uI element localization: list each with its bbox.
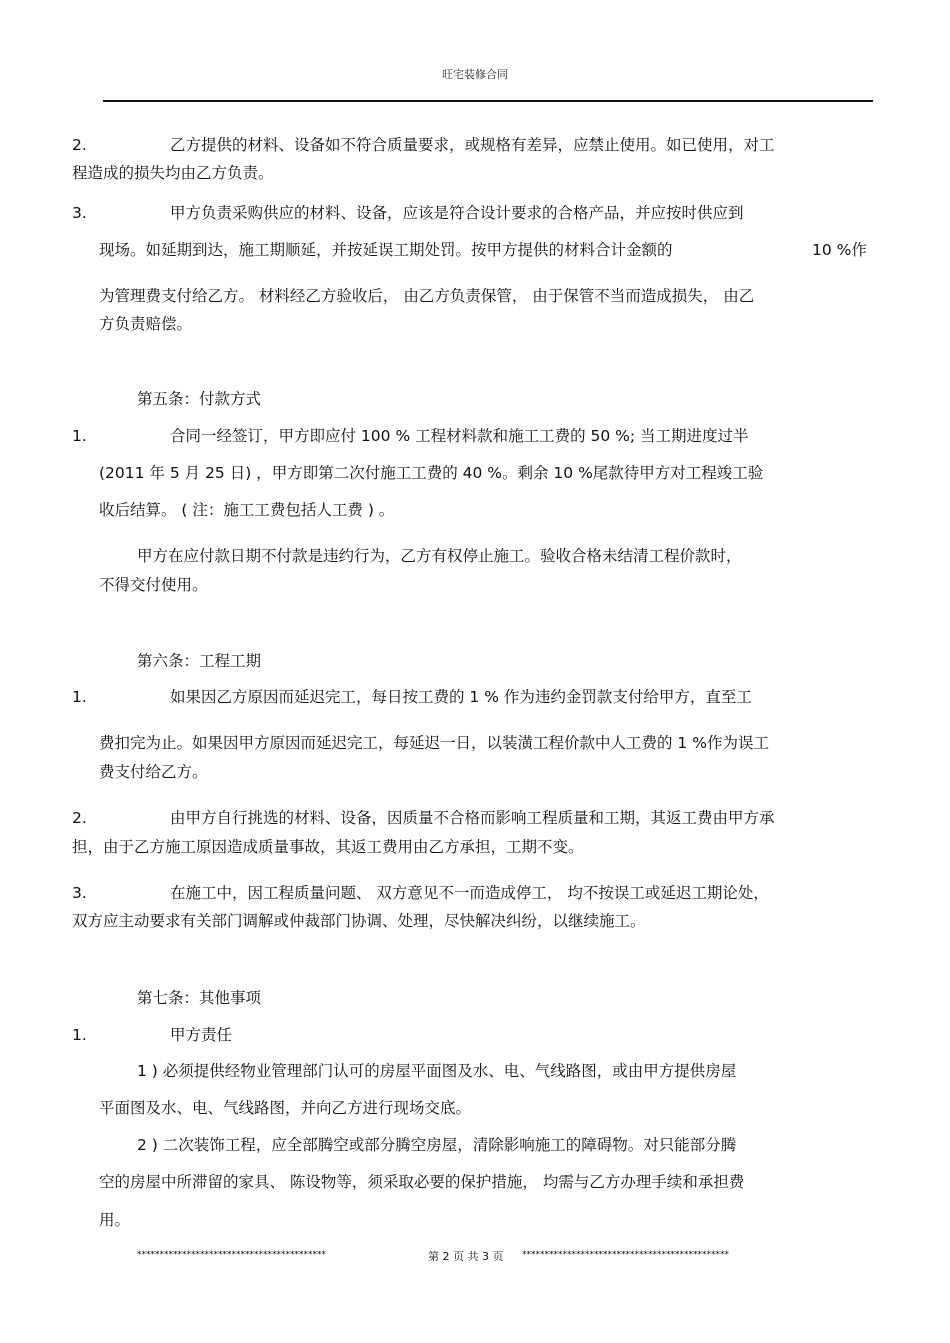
item-number: 3. [72,204,87,222]
paragraph-line: 在施工中，因工程质量问题、 双方意见不一而造成停工， 均不按误工或延迟工期论处， [170,884,769,902]
header-divider [103,100,873,102]
section-heading: 第六条：工程工期 [137,652,262,670]
paragraph-line: 程造成的损失均由乙方负责。 [72,164,274,182]
footer-stars-right: ********************************************** [522,1250,729,1260]
item-number: 1. [72,427,87,445]
paragraph-line: (2011 年 5 月 25 日) ，甲方即第二次付施工工费的 40 %。剩余 10 %尾款待甲方对工程竣工验 [99,464,764,482]
item-number: 2. [72,809,87,827]
item-number: 3. [72,884,87,902]
paragraph-line: 空的房屋中所滞留的家具、 陈设物等，须采取必要的保护措施， 均需与乙方办理手续和承担费 [99,1173,745,1191]
item-number: 2. [72,136,87,154]
paragraph-line: 收后结算。 ( 注：施工工费包括人工费 ) 。 [99,501,395,519]
paragraph-line-percent: 10 %作 [812,241,867,259]
footer-page-number: 第 2 页 共 3 页 [428,1250,504,1263]
paragraph-line: 由甲方自行挑选的材料、设备，因质量不合格而影响工程质量和工期，其返工费由甲方承 [170,809,775,827]
paragraph-line: 现场。如延期到达，施工期顺延，并按延误工期处罚。按甲方提供的材料合计金额的 [99,241,673,259]
item-number: 1. [72,688,87,706]
paragraph-line: 方负责赔偿。 [99,315,193,333]
paragraph-line: 如果因乙方原因而延迟完工，每日按工费的 1 % 作为违约金罚款支付给甲方，直至工 [170,688,752,706]
page-header-title: 旺宅装修合同 [442,68,508,81]
paragraph-line: 双方应主动要求有关部门调解或仲裁部门协调、处理，尽快解决纠纷，以继续施工。 [72,912,646,930]
paragraph-line: 担，由于乙方施工原因造成质量事故，其返工费用由乙方承担，工期不变。 [72,838,584,856]
paragraph-line: 2 ) 二次装饰工程，应全部腾空或部分腾空房屋，清除影响施工的障碍物。对只能部分腾 [137,1136,737,1154]
item-number: 1. [72,1026,87,1044]
paragraph-line: 合同一经签订，甲方即应付 100 % 工程材料款和施工工费的 50 %; 当工期进度过半 [170,427,749,445]
paragraph-line: 费支付给乙方。 [99,763,208,781]
paragraph-line: 为管理费支付给乙方。 材料经乙方验收后， 由乙方负责保管， 由于保管不当而造成损失， 由乙 [99,287,755,305]
section-heading: 第五条：付款方式 [137,390,262,408]
paragraph-line: 费扣完为止。如果因甲方原因而延迟完工，每延迟一日，以装潢工程价款中人工费的 1 %作为误工 [99,734,769,752]
paragraph-line: 乙方提供的材料、设备如不符合质量要求，或规格有差异，应禁止使用。如已使用，对工 [170,136,775,154]
paragraph-line: 用。 [99,1211,131,1229]
paragraph-line: 甲方在应付款日期不付款是违约行为，乙方有权停止施工。验收合格未结清工程价款时， [137,547,742,565]
paragraph-line: 不得交付使用。 [99,576,208,594]
section-heading: 第七条：其他事项 [137,989,262,1007]
footer-stars-left: ****************************************** [137,1250,326,1260]
paragraph-line: 平面图及水、电、气线路图，并向乙方进行现场交底。 [99,1099,472,1117]
paragraph-line: 甲方负责采购供应的材料、设备，应该是符合设计要求的合格产品，并应按时供应到 [170,204,744,222]
paragraph-line: 1 ) 必须提供经物业管理部门认可的房屋平面图及水、电、气线路图，或由甲方提供房屋 [137,1062,737,1080]
item-title: 甲方责任 [170,1026,233,1044]
